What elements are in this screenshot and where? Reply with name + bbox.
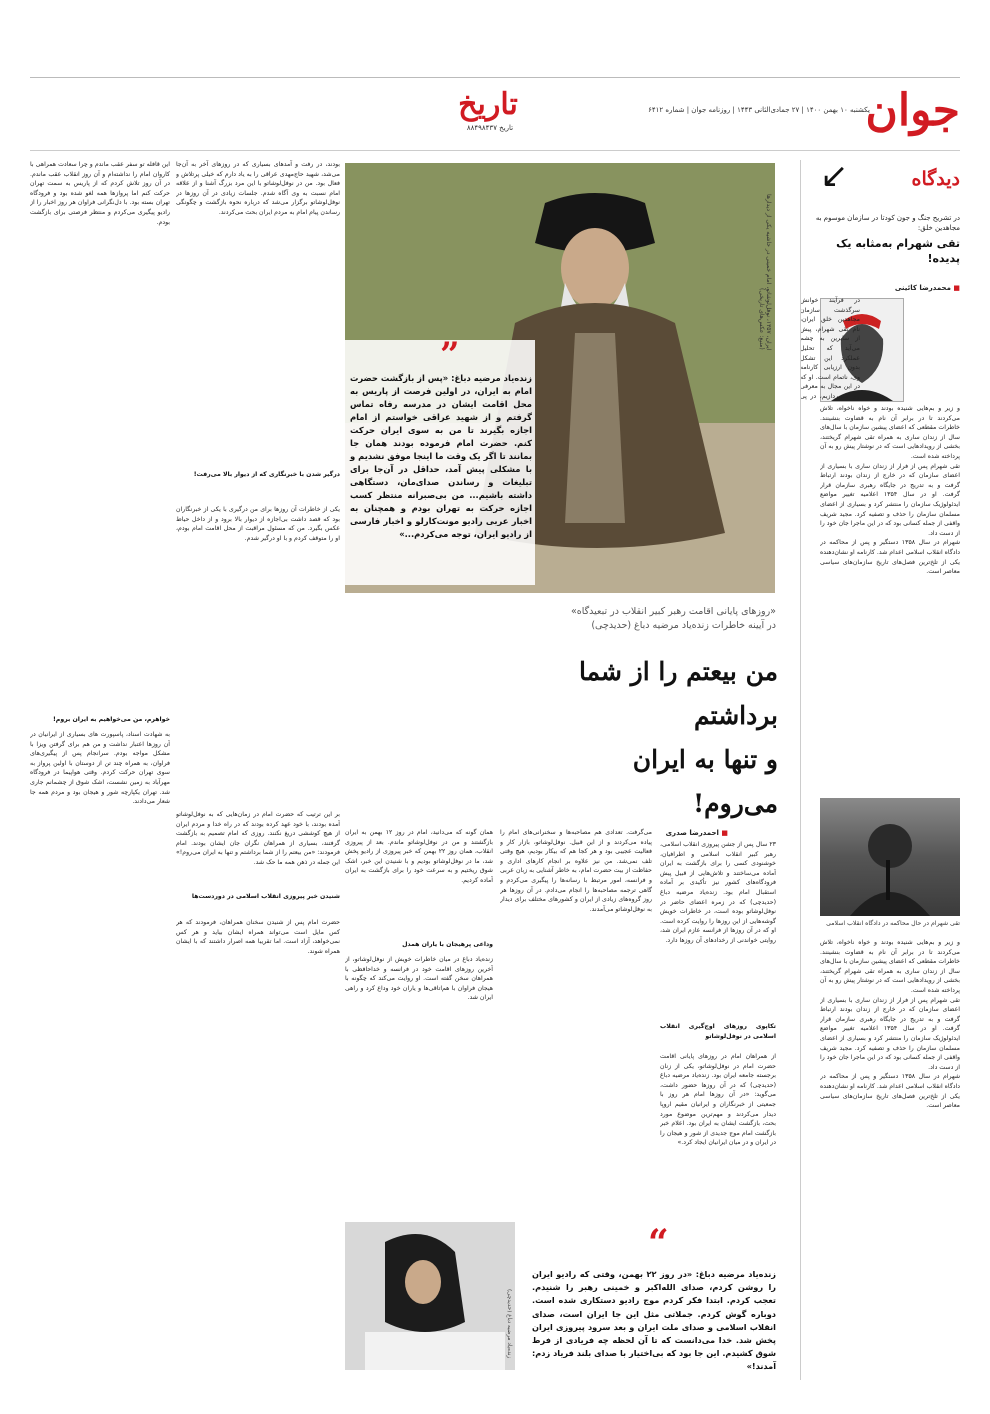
quote-mark-icon: ”	[440, 335, 460, 375]
headline-line-1: من بیعتم را از شما برداشتم	[578, 657, 778, 730]
subhead-sister-text: خواهرم، من می‌خواهیم به ایران بروم!	[52, 716, 170, 723]
opinion-body-short: در فرآیند خوانش سرگذشت سازمان مجاهدین خلق ایران، نام تقی شهرام، پیش از سایرین به چشم می‌آید که تحلیل عملکرد این تشکل بدون ارزیابی کارنامه وی، ناتمام است. او که در این مجال به معرفی وی می‌پردازیم، در پی	[800, 297, 860, 400]
header-divider	[30, 150, 960, 151]
article-col3-top: بودند، در رفت و آمدهای بسیاری که در روزهای آخر به آن‌جا می‌شد، شهید حاج‌مهدی عراقی را به یاد دارم که خیلی پرتلاش و فعال بود. من در نوفل‌لوشاتو با این مرد بزرگ آشنا و از علاقه امام نسبت به وی آگاه شدم. جلسات زیادی در آن روزها در نوفل‌لوشاتو برگزار می‌شد که درباره نحوه بازگشت و چگونگی رساندن پیام امام به مردم ایران بحث می‌کردند.	[176, 161, 340, 216]
article-col5b: به شهادت اسناد، پاسپورت های بسیاری از ایرانیان در آن روزها اعتبار نداشت و من هم برای گرفتن ویزا با مشکل مواجه بودم. سرانجام پس از پیگیری‌های فراوان، به همراه چند تن از دوستان با اولین پرواز به سوی تهران حرکت کردم. وقتی هواپیما در فرودگاه مهرآباد به زمین نشست، اشک شوق از چشمانم جاری شد. تهران یکپارچه شور و هیجان بود و مردم همه جا شعار می‌دادند.	[30, 731, 170, 806]
subhead-farewell	[345, 940, 493, 954]
portrait-dabbagh-graphic	[345, 1222, 515, 1370]
opinion-deck: در تشریح جنگ و جون‌ کودتا در سازمان موسوم به مجاهدین خلق:	[815, 214, 960, 232]
subhead-wall-text: درگیر شدن با خبرنگاری که از دیوار بالا می‌رفت!	[193, 471, 340, 478]
article-col4b: حضرت امام پس از شنیدن سخنان همراهان، فرمودند که هر کس مایل است می‌تواند همراه ایشان بیاید و هر کس نمی‌خواهد، آزاد است. اما تقریبا همه اصرار داشتند که با ایشان همراه شوند.	[176, 919, 340, 955]
article-col1: ۲۳ سال پس از جشن پیروزی انقلاب اسلامی، رهبر کبیر انقلاب اسلامی و اطرافیان، خوشنودی کسی را برای بازگشت به ایران آماده می‌ساختند و تلاش‌هایی از قبیل پیش فرودگاه‌های کشور نیز تأکیدی بر آماده استقبال امام بود. زنده‌یاد مرضیه دباغ (حدیدچی) که در زمره اعضای حاضر در نوفل‌لوشاتو بوده است، در خاطرات خویش گوشه‌هایی از این روزها را روایت کرده است. او که در آن روزها از فرانسه عازم ایران شد، روایتی خواندنی از رخدادهای آن روزها دارد.	[660, 841, 776, 944]
article-col3c: زنده‌یاد دباغ در میان خاطرات خویش از نوفل‌لوشاتو، از آخرین روزهای اقامت خود در فرانسه و خداحافظی با همراهان سخن گفته است. او روایت می‌کند که چگونه با هیجان فراوان با هم‌اتاقی‌ها و یاران خود وداع کرد و راهی ایران شد.	[345, 956, 493, 1002]
portrait-dabbagh-caption: زنده‌یاد مرضیه دباغ (حدیدچی)	[506, 1288, 512, 1358]
portrait-dabbagh	[345, 1222, 515, 1370]
article-col2b: یکی از خاطرات آن روزها برای من درگیری با یکی از خبرنگاران بود که قصد داشت بی‌اجازه از دیوار بالا برود و از داخل حیاط عکس بگیرد. من که مسئول مراقبت از محل اقامت امام بودم، او را متوقف کردم و با او درگیر شدم.	[176, 506, 340, 542]
kicker-label: دیدگاه	[911, 168, 960, 190]
main-photo-caption: ایران، ۱۳۵۷، نوفل‌لوشاتو، امام خمینی در حاشیه یکی از دیدارها (منبع: عکس‌های تاریخی)	[758, 193, 772, 350]
subhead-1	[660, 1022, 776, 1050]
pull-quote: زنده‌یاد مرضیه دباغ: «پس از بازگشت حضرت امام به ایران، در اولین فرصت از پاریس به محل اقامت ایشان در مدرسه رفاه تماس گرفتم و از شهید عراقی خواستم از امام اجازه بگیرند تا من به سوی ایران حرکت کنم. حضرت امام فرموده بودند همان جا بمانند تا اگر یک وقت ما اینجا موفق نشدیم و با مشکلی پیش آمد، حداقل در آن‌جا برای تبلیغات و رساندن صدای‌مان، دستگاهی داشته باشیم... من بی‌صبرانه منتظر کسب اجازه حرکت به تهران بودم و همچنان به اخبار عربی رادیو مونت‌کارلو و اخبار فارسی از رادیو ایران، توجه می‌کردم...»	[350, 373, 532, 539]
quote-mark-icon-2: “	[648, 1222, 669, 1264]
square-bullet-icon: ■	[953, 284, 960, 292]
article-col3b: همان گونه که می‌دانید، امام در روز ۱۲ بهمن به ایران بازگشتند و من در نوفل‌لوشاتو ماندم. بعد از پیروزی انقلاب، همان روز ۲۲ بهمن که خبر پیروزی از رادیو پخش شد، ما در نوفل‌لوشاتو بودیم و با شنیدن این خبر، اشک شوق ریختیم و به سرعت خود را برای بازگشت به ایران آماده کردیم.	[345, 829, 493, 884]
top-rule	[30, 77, 960, 78]
headline-line-2: و تنها به ایران می‌روم!	[632, 745, 778, 818]
article-col5-top: این قافله تو سفر عقب ماندم و چرا سعادت همراهی با کاروان امام را نداشته‌ام و آن روز انقلاب عقب ماندم. در آن روز تلاش کردم که از پاریس به سمت تهران حرکت کنم اما پروازها همه لغو شده بود و فرودگاه تهران بسته بود. با دل‌نگرانی فراوان هر روز اخبار را از رادیو پیگیری می‌کردم و منتظر فرصتی برای بازگشت بودم.	[30, 161, 170, 226]
subhead-1-text: تکاپوی روزهای اوج‌گیری انقلاب اسلامی در نوفل‌لوشاتو	[660, 1023, 776, 1040]
article-deck	[540, 605, 776, 633]
subhead-victory	[176, 892, 340, 916]
pull-quote-2: زنده‌یاد مرضیه دباغ: «در روز ۲۲ بهمن، وقتی که رادیو ایران را روشن کردم، صدای الله‌اکبر و خمینی رهبر را شنیدم. تعجب کردم. ابتدا فکر کردم موج رادیو دستکاری شده است. دوباره گوش کردم. جملاتی مثل این جا ایران است، صدای انقلاب اسلامی و صدای ملت ایران و بعد سرود پیروزی ایران پخش شد. خدا می‌دانست که تا آن لحظه چه فریادی از فرط شوق کشیدم. این جا بود که بی‌اختیار با صدای بلند فریاد زدم: آمدند!»	[532, 1269, 776, 1372]
arrow-down-left-icon: ↙	[820, 156, 849, 196]
article-col1b: از همراهان امام در روزهای پایانی اقامت حضرت امام در نوفل‌لوشاتو، یکی از زنان برجسته جامعه ایران بود. زنده‌یاد مرضیه دباغ (حدیدچی) که در آن روزها حضور داشت، می‌گوید: «در آن روزها امام هر روز با جمعیتی از خبرنگاران و ایرانیان مقیم اروپا دیدار می‌کردند و مهم‌ترین موضوع مورد بحث، بازگشت ایشان به ایران بود. اعلام خبر بازگشت امام موج جدیدی از شور و هیجان را در ایران و در میان ایرانیان ایجاد کرد.»	[660, 1053, 776, 1147]
issue-info: یکشنبه ۱۰ بهمن ۱۴۰۰ | ۲۷ جمادی‌الثانی ۱۴۴۳ | روزنامه جوان | شماره ۶۴۱۲	[648, 106, 870, 114]
article-col4: بر این ترتیب که حضرت امام در زمان‌هایی که به نوفل‌لوشاتو آمده بودند، با خود عهد کرده بودند که در راه خدا و مردم ایران از هیچ کوششی دریغ نکنند. روزی که امام تصمیم به بازگشت گرفتند، بسیاری از همراهان نگران جان ایشان بودند. امام فرمودند: «من بیعتم را از شما برداشتم و تنها به ایران می‌روم!» این جمله در ذهن همه ما حک شد.	[176, 811, 340, 866]
article-col2: می‌گرفت. تعدادی هم مصاحبه‌ها و سخنرانی‌های امام را پیاده می‌کردند و از این قبیل. نوفل‌لوشاتو، بازار کار و فعالیت عجیبی بود و هر کجا هم که بیکار بودیم، هیچ وقتی تلف نمی‌شد. من نیز علاوه بر انجام کارهای اداری و حفاظت از بیت حضرت امام، به خاطر آشنایی به زبان عربی و فرانسه، امور مرتبط با رسانه‌ها را پیگیری می‌کردم و گاهی ترجمه مصاحبه‌ها را انجام می‌دادم. در آن روزها هر روز گروه‌های زیادی از ایران و کشورهای مختلف برای دیدار به نوفل‌لوشاتو می‌آمدند.	[500, 829, 652, 913]
article-headline	[550, 650, 778, 826]
archive-photo-shahram	[820, 798, 960, 916]
subhead-victory-text: شنیدن خبر پیروزی انقلاب اسلامی در دوردست‌ها	[191, 893, 340, 900]
article-author-name: احمدرضا صدری	[665, 829, 719, 837]
subhead-farewell-text: وداعی پرهیجان با یاران همدل	[402, 941, 493, 948]
subhead-sister	[30, 715, 170, 729]
opinion-body: و زیر و بم‌هایی شنیده بودند و خواه ناخواه، تلاش می‌کردند تا در برابر آن نام به قضاوت بنشینند. خاطرات مقطعی که اعضای پیشین سازمان با سال‌های سال از زندان ساری به همراه تقی شهرام گریختند، بخشی از رویدادهایی است که در نوشتار پیش رو به آن پرداخته شده است. تقی شهرام پس از فرار از زندان ساری با بسیاری از اعضای سازمان که در خارج از زندان بودند ارتباط گرفت و به تدریج در جایگاه رهبری سازمان قرار گرفت. او در سال ۱۳۵۴ اعلامیه تغییر مواضع ایدئولوژیک سازمان را منتشر کرد و بسیاری از اعضای مسلمان سازمان را حذف و تصفیه کرد. مجید شریف واقفی از جمله کسانی بود که در این ماجرا جان خود را از دست داد. شهرام در سال ۱۳۵۸ دستگیر و پس از محاکمه در دادگاه انقلاب اسلامی اعدام شد. کارنامه او نشان‌دهنده یکی از تلخ‌ترین فصل‌های تاریخ سازمان‌های سیاسی معاصر است.	[820, 405, 960, 576]
opinion-author-name: محمدرضا کائینی	[894, 284, 951, 292]
opinion-author	[810, 284, 960, 292]
section-phone: تاریخ ۸۸۴۹۸۴۳۷	[466, 124, 514, 132]
archive-photo-caption: تقی شهرام در حال محاکمه در دادگاه انقلاب اسلامی	[826, 920, 960, 927]
article-deck-line-2: در آیینه خاطرات زنده‌یاد مرضیه دباغ (حدیدچی)	[591, 620, 776, 631]
newspaper-logo: جوان	[865, 85, 960, 136]
article-deck-line-1: «روزهای پایانی اقامت رهبر کبیر انقلاب در تبعیدگاه»	[570, 606, 776, 617]
opinion-title: تقی شهرام به‌مثابه یک پدیده!	[836, 237, 960, 265]
opinion-kicker	[810, 158, 960, 198]
opinion-body-continued: و زیر و بم‌هایی شنیده بودند و خواه ناخواه، تلاش می‌کردند تا در برابر آن نام به قضاوت بنشینند. خاطرات مقطعی که اعضای پیشین سازمان با سال‌های سال از زندان ساری به همراه تقی شهرام گریختند، بخشی از رویدادهایی است که در نوشتار پیش رو به آن پرداخته شده است. تقی شهرام پس از فرار از زندان ساری با بسیاری از اعضای سازمان که در خارج از زندان بودند ارتباط گرفت و به تدریج در جایگاه رهبری سازمان قرار گرفت. او در سال ۱۳۵۴ اعلامیه تغییر مواضع ایدئولوژیک سازمان را منتشر کرد و بسیاری از اعضای مسلمان سازمان را حذف و تصفیه کرد. مجید شریف واقفی از جمله کسانی بود که در این ماجرا جان خود را از دست داد. شهرام در سال ۱۳۵۸ دستگیر و پس از محاکمه در دادگاه انقلاب اسلامی اعدام شد. کارنامه او نشان‌دهنده یکی از تلخ‌ترین فصل‌های تاریخ سازمان‌های سیاسی معاصر است.	[820, 939, 960, 1110]
section-title: تاریخ	[458, 87, 518, 122]
archive-photo-graphic	[820, 798, 960, 916]
column-divider	[800, 160, 801, 1380]
square-bullet-icon-2: ■	[721, 829, 728, 837]
